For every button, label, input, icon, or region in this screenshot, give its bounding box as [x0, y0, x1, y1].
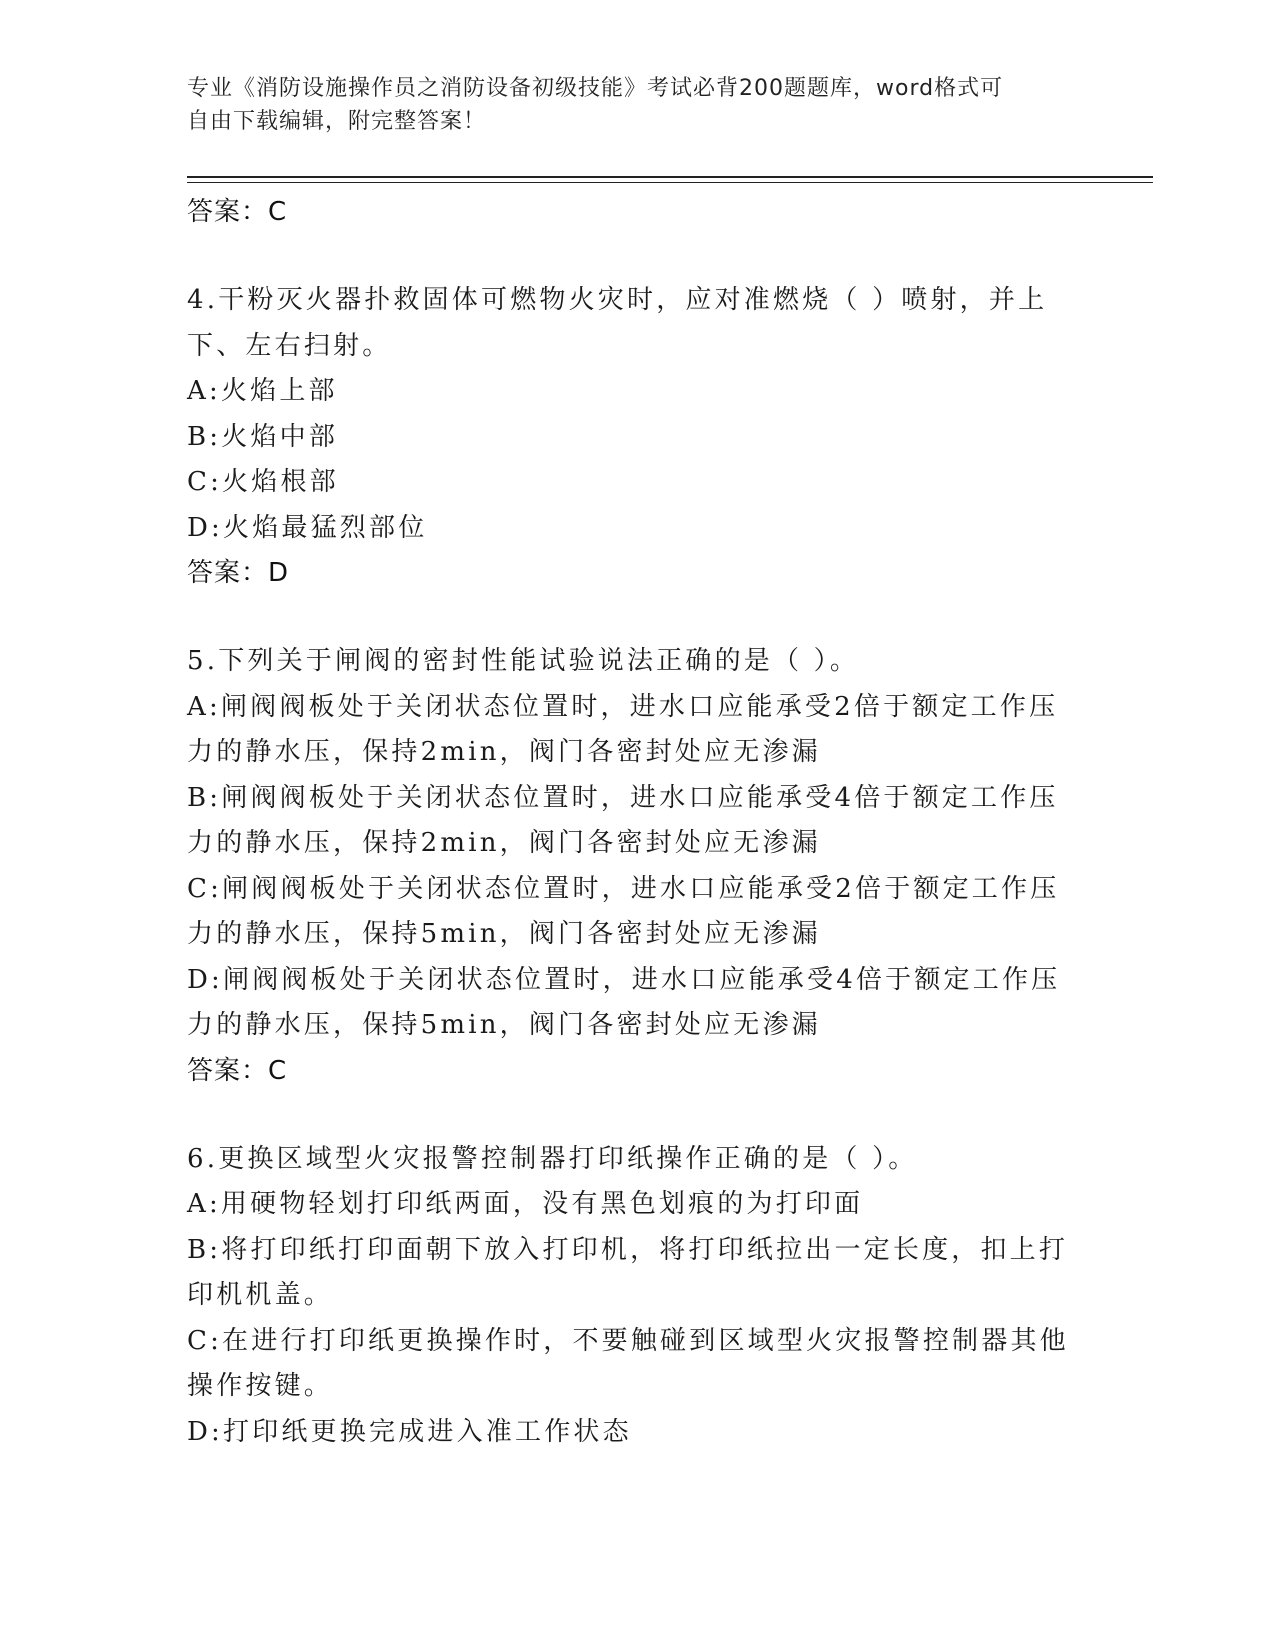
question-stem-line: 下、左右扫射。 [187, 330, 392, 361]
answer-line: 答案：C [187, 1055, 288, 1086]
header-line-1: 专业《消防设施操作员之消防设备初级技能》考试必背200题题库，word格式可 [187, 76, 1004, 101]
option-b: B:将打印纸打印面朝下放入打印机，将打印纸拉出一定长度，扣上打 [187, 1234, 1069, 1265]
option-c: C:在进行打印纸更换操作时，不要触碰到区域型火灾报警控制器其他 [187, 1325, 1069, 1356]
question-6 [187, 1137, 1087, 1456]
spacer [187, 1093, 1087, 1137]
answer-line: 答案：D [187, 558, 290, 588]
option-a: A:用硬物轻划打印纸两面，没有黑色划痕的为打印面 [187, 1189, 864, 1219]
header-rule-bottom [187, 182, 1153, 183]
spacer [187, 234, 1087, 278]
option-b-cont: 印机机盖。 [187, 1280, 334, 1310]
document-body [187, 190, 1087, 1455]
option-d: D:闸阀阀板处于关闭状态位置时，进水口应能承受4倍于额定工作压 [187, 964, 1061, 995]
option-c-cont: 力的静水压，保持5min，阀门各密封处应无渗漏 [187, 919, 821, 949]
option-d: D:火焰最猛烈部位 [187, 512, 428, 543]
previous-answer: 答案：C [187, 197, 288, 227]
option-d-cont: 力的静水压，保持5min，阀门各密封处应无渗漏 [187, 1010, 821, 1040]
question-stem-line: 6.更换区域型火灾报警控制器打印纸操作正确的是（ ）。 [187, 1143, 918, 1174]
option-b: B:闸阀阀板处于关闭状态位置时，进水口应能承受4倍于额定工作压 [187, 782, 1059, 813]
spacer [187, 595, 1087, 639]
option-a: A:火焰上部 [187, 376, 338, 406]
option-b-cont: 力的静水压，保持2min，阀门各密封处应无渗漏 [187, 828, 821, 858]
question-stem-line: 5.下列关于闸阀的密封性能试验说法正确的是（ ）。 [187, 646, 860, 676]
option-a-cont: 力的静水压，保持2min，阀门各密封处应无渗漏 [187, 737, 821, 767]
header-rule-top [187, 176, 1153, 178]
option-c: C:火焰根部 [187, 467, 339, 497]
question-stem-line: 4.干粉灭火器扑救固体可燃物火灾时，应对准燃烧（ ）喷射，并上 [187, 285, 1048, 315]
option-d: D:打印纸更换完成进入准工作状态 [187, 1416, 632, 1447]
document-header [187, 72, 1087, 138]
question-5 [187, 639, 1087, 1093]
option-a: A:闸阀阀板处于关闭状态位置时，进水口应能承受2倍于额定工作压 [187, 691, 1059, 722]
option-c: C:闸阀阀板处于关闭状态位置时，进水口应能承受2倍于额定工作压 [187, 873, 1060, 904]
option-c-cont: 操作按键。 [187, 1371, 334, 1401]
question-4 [187, 278, 1087, 595]
header-line-2: 自由下载编辑，附完整答案！ [187, 109, 487, 134]
option-b: B:火焰中部 [187, 421, 339, 452]
